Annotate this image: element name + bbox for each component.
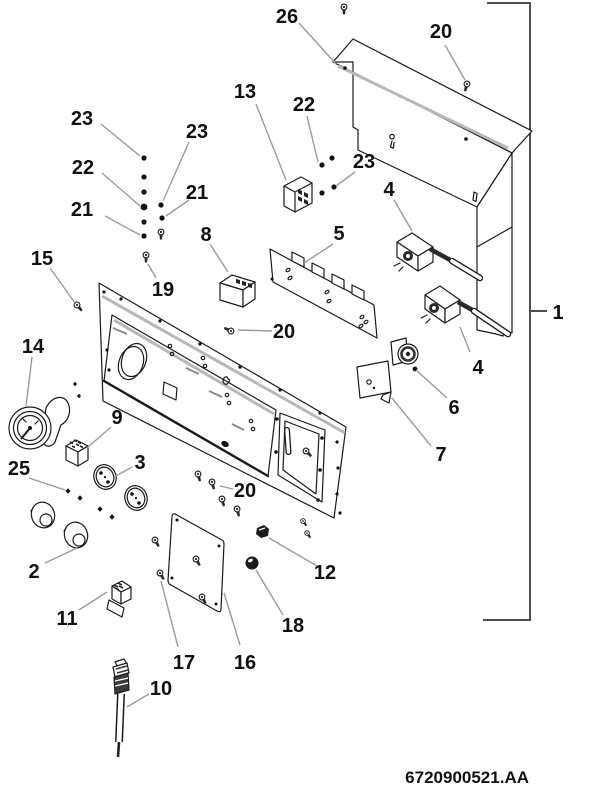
leader-13 bbox=[256, 104, 286, 180]
rivet-hole bbox=[336, 466, 339, 469]
leader-4-upper bbox=[394, 200, 412, 231]
screw-icon bbox=[158, 229, 164, 239]
rivet-hole bbox=[278, 388, 281, 391]
rivet-hole bbox=[102, 290, 105, 293]
callout-4-lower: 4 bbox=[472, 357, 484, 379]
leader-8 bbox=[210, 244, 228, 272]
disc-hole bbox=[106, 480, 110, 484]
callout-3: 3 bbox=[134, 452, 146, 474]
callout-20-low: 20 bbox=[233, 480, 257, 502]
grommet-body bbox=[246, 557, 259, 570]
leader-18 bbox=[256, 570, 283, 615]
leader-12 bbox=[269, 538, 317, 566]
callout-21-left: 21 bbox=[70, 199, 94, 221]
screw-icon bbox=[218, 495, 226, 507]
callout-15: 15 bbox=[30, 248, 54, 270]
buzzer bbox=[391, 338, 418, 371]
rivet-hole bbox=[198, 342, 201, 345]
clip-icon bbox=[65, 488, 70, 494]
relay-box bbox=[220, 275, 255, 307]
plate-hole bbox=[373, 387, 375, 389]
rivet-hole bbox=[335, 492, 338, 495]
callout-18: 18 bbox=[281, 615, 305, 637]
callout-22-left: 22 bbox=[71, 157, 95, 179]
screw-icon bbox=[208, 478, 216, 490]
leader-17 bbox=[161, 581, 178, 647]
disc-hole bbox=[130, 492, 134, 496]
thermostat-shaft-tip bbox=[406, 254, 410, 258]
clip-icon bbox=[77, 394, 81, 398]
nut-dot bbox=[319, 190, 324, 195]
screw-icon bbox=[300, 518, 309, 527]
screw-icon bbox=[156, 569, 166, 581]
pcb-hole bbox=[271, 278, 274, 281]
thermostat-pins bbox=[421, 315, 430, 323]
callout-2: 2 bbox=[28, 561, 40, 583]
screw-icon bbox=[223, 325, 235, 335]
grommet-body bbox=[256, 525, 269, 538]
leader-14 bbox=[26, 357, 32, 406]
leader-25 bbox=[29, 478, 65, 490]
nut-dot bbox=[159, 215, 164, 220]
nut-dot bbox=[141, 155, 146, 160]
callout-8: 8 bbox=[200, 224, 212, 246]
leader-5 bbox=[304, 244, 333, 263]
door-hole bbox=[274, 450, 278, 454]
buzzer-coil-center bbox=[406, 352, 410, 356]
disc-center bbox=[135, 497, 137, 499]
thermostat-shaft-tip bbox=[432, 306, 436, 310]
screw-icon bbox=[143, 252, 149, 262]
callout-26: 26 bbox=[275, 6, 299, 28]
document-part-code: 6720900521.AA bbox=[405, 768, 529, 787]
rivet-hole bbox=[119, 297, 122, 300]
clip-icon bbox=[73, 382, 77, 386]
rivet-hole bbox=[105, 348, 108, 351]
leader-23-left bbox=[101, 124, 140, 156]
plate16-hole bbox=[176, 519, 179, 522]
leader-6 bbox=[416, 370, 447, 398]
clip-icon bbox=[97, 506, 102, 512]
callout-21-mid: 21 bbox=[185, 182, 209, 204]
callout-6: 6 bbox=[448, 397, 460, 419]
leader-3 bbox=[114, 467, 132, 477]
cover-hole bbox=[343, 66, 347, 70]
leader-22-right bbox=[307, 116, 318, 162]
capillary-bulb bbox=[452, 261, 480, 278]
callout-14: 14 bbox=[21, 336, 45, 358]
disc-hole bbox=[99, 471, 103, 475]
igniter-probe bbox=[113, 659, 129, 757]
rivet-hole bbox=[107, 368, 110, 371]
nut-dot bbox=[329, 155, 334, 160]
grommet-12 bbox=[256, 525, 269, 538]
probe-tip bbox=[118, 742, 119, 757]
plate16-hole bbox=[171, 577, 174, 580]
nut-dot bbox=[331, 184, 336, 189]
cover-hole bbox=[464, 137, 468, 141]
door-hole bbox=[316, 498, 320, 502]
rivet-hole bbox=[238, 365, 241, 368]
rivet-hole bbox=[338, 511, 341, 514]
callout-19: 19 bbox=[151, 279, 175, 301]
callout-10: 10 bbox=[149, 678, 173, 700]
rivet-hole bbox=[335, 440, 338, 443]
connector-block bbox=[284, 177, 312, 212]
nut-dot bbox=[141, 219, 146, 224]
nut-dot-large bbox=[141, 204, 148, 211]
nut-dot bbox=[319, 162, 324, 167]
thermostat-pins bbox=[394, 263, 403, 271]
thermostat-upper bbox=[394, 233, 480, 278]
grommet-18 bbox=[246, 557, 259, 570]
door-hole bbox=[318, 468, 322, 472]
leader-20-top bbox=[445, 45, 465, 80]
screw-icon bbox=[151, 536, 161, 548]
leader-4-lower bbox=[460, 327, 470, 352]
leader-16 bbox=[224, 593, 240, 645]
door-hole bbox=[320, 436, 324, 440]
clip-icon bbox=[77, 495, 82, 501]
rivet-hole bbox=[318, 411, 321, 414]
callout-9: 9 bbox=[111, 407, 123, 429]
callout-5: 5 bbox=[333, 223, 345, 245]
leader-23-right bbox=[336, 172, 355, 186]
nut-dot bbox=[158, 202, 163, 207]
leader-15 bbox=[50, 268, 75, 303]
gauge-hub bbox=[28, 426, 32, 430]
callout-7: 7 bbox=[435, 444, 447, 466]
screw-icon bbox=[233, 505, 241, 517]
knob-bezel bbox=[28, 499, 58, 531]
callout-25: 25 bbox=[7, 458, 31, 480]
thermometer-gauge bbox=[9, 397, 70, 449]
screw-icon bbox=[304, 530, 313, 539]
leader-9 bbox=[87, 427, 111, 448]
rivet-hole bbox=[158, 319, 161, 322]
callout-23-right: 23 bbox=[352, 151, 376, 173]
knob-bezel bbox=[61, 519, 91, 551]
plate16-outline bbox=[168, 514, 224, 612]
callout-1: 1 bbox=[552, 302, 564, 324]
callout-12: 12 bbox=[313, 562, 337, 584]
nut-dot bbox=[141, 174, 146, 179]
screw-icon bbox=[194, 470, 202, 482]
leader-19 bbox=[148, 264, 156, 278]
door-slot-inner bbox=[287, 430, 289, 452]
screw-icon bbox=[462, 80, 470, 92]
callout-22-right: 22 bbox=[292, 94, 316, 116]
probe-shaft bbox=[119, 694, 121, 742]
leader-11 bbox=[79, 592, 107, 610]
callout-23-left: 23 bbox=[70, 108, 94, 130]
small-plate bbox=[357, 361, 391, 403]
leader-20-low bbox=[220, 486, 233, 489]
leader-22-left bbox=[102, 173, 140, 206]
leader-7 bbox=[392, 398, 431, 446]
control-panel bbox=[99, 283, 346, 518]
screw-icon bbox=[341, 4, 347, 14]
callout-13: 13 bbox=[233, 81, 257, 103]
nut-dot bbox=[141, 189, 146, 194]
clip-icon bbox=[109, 514, 114, 520]
nut-dot bbox=[141, 233, 146, 238]
disc-center bbox=[104, 476, 106, 478]
leader-21-left bbox=[105, 216, 140, 235]
access-plate bbox=[168, 514, 224, 612]
leader-10 bbox=[127, 694, 149, 707]
knob-disc bbox=[121, 482, 151, 513]
callout-20-mid: 20 bbox=[272, 321, 296, 343]
callout-4-upper: 4 bbox=[383, 179, 395, 201]
leader-26 bbox=[299, 23, 336, 64]
plate16-hole bbox=[218, 545, 221, 548]
plate16-hole bbox=[215, 603, 218, 606]
callout-20-top: 20 bbox=[429, 21, 453, 43]
callout-16: 16 bbox=[233, 652, 257, 674]
rocker-switch bbox=[107, 581, 131, 617]
leader-2 bbox=[45, 548, 77, 563]
disc-hole bbox=[137, 501, 141, 505]
door-hole bbox=[275, 417, 279, 421]
callout-23-mid: 23 bbox=[185, 121, 209, 143]
plate-outline bbox=[357, 361, 391, 398]
callout-17: 17 bbox=[172, 652, 196, 674]
leader-20-mid bbox=[238, 330, 272, 331]
callout-11: 11 bbox=[56, 608, 78, 630]
micro-switch bbox=[66, 440, 88, 466]
